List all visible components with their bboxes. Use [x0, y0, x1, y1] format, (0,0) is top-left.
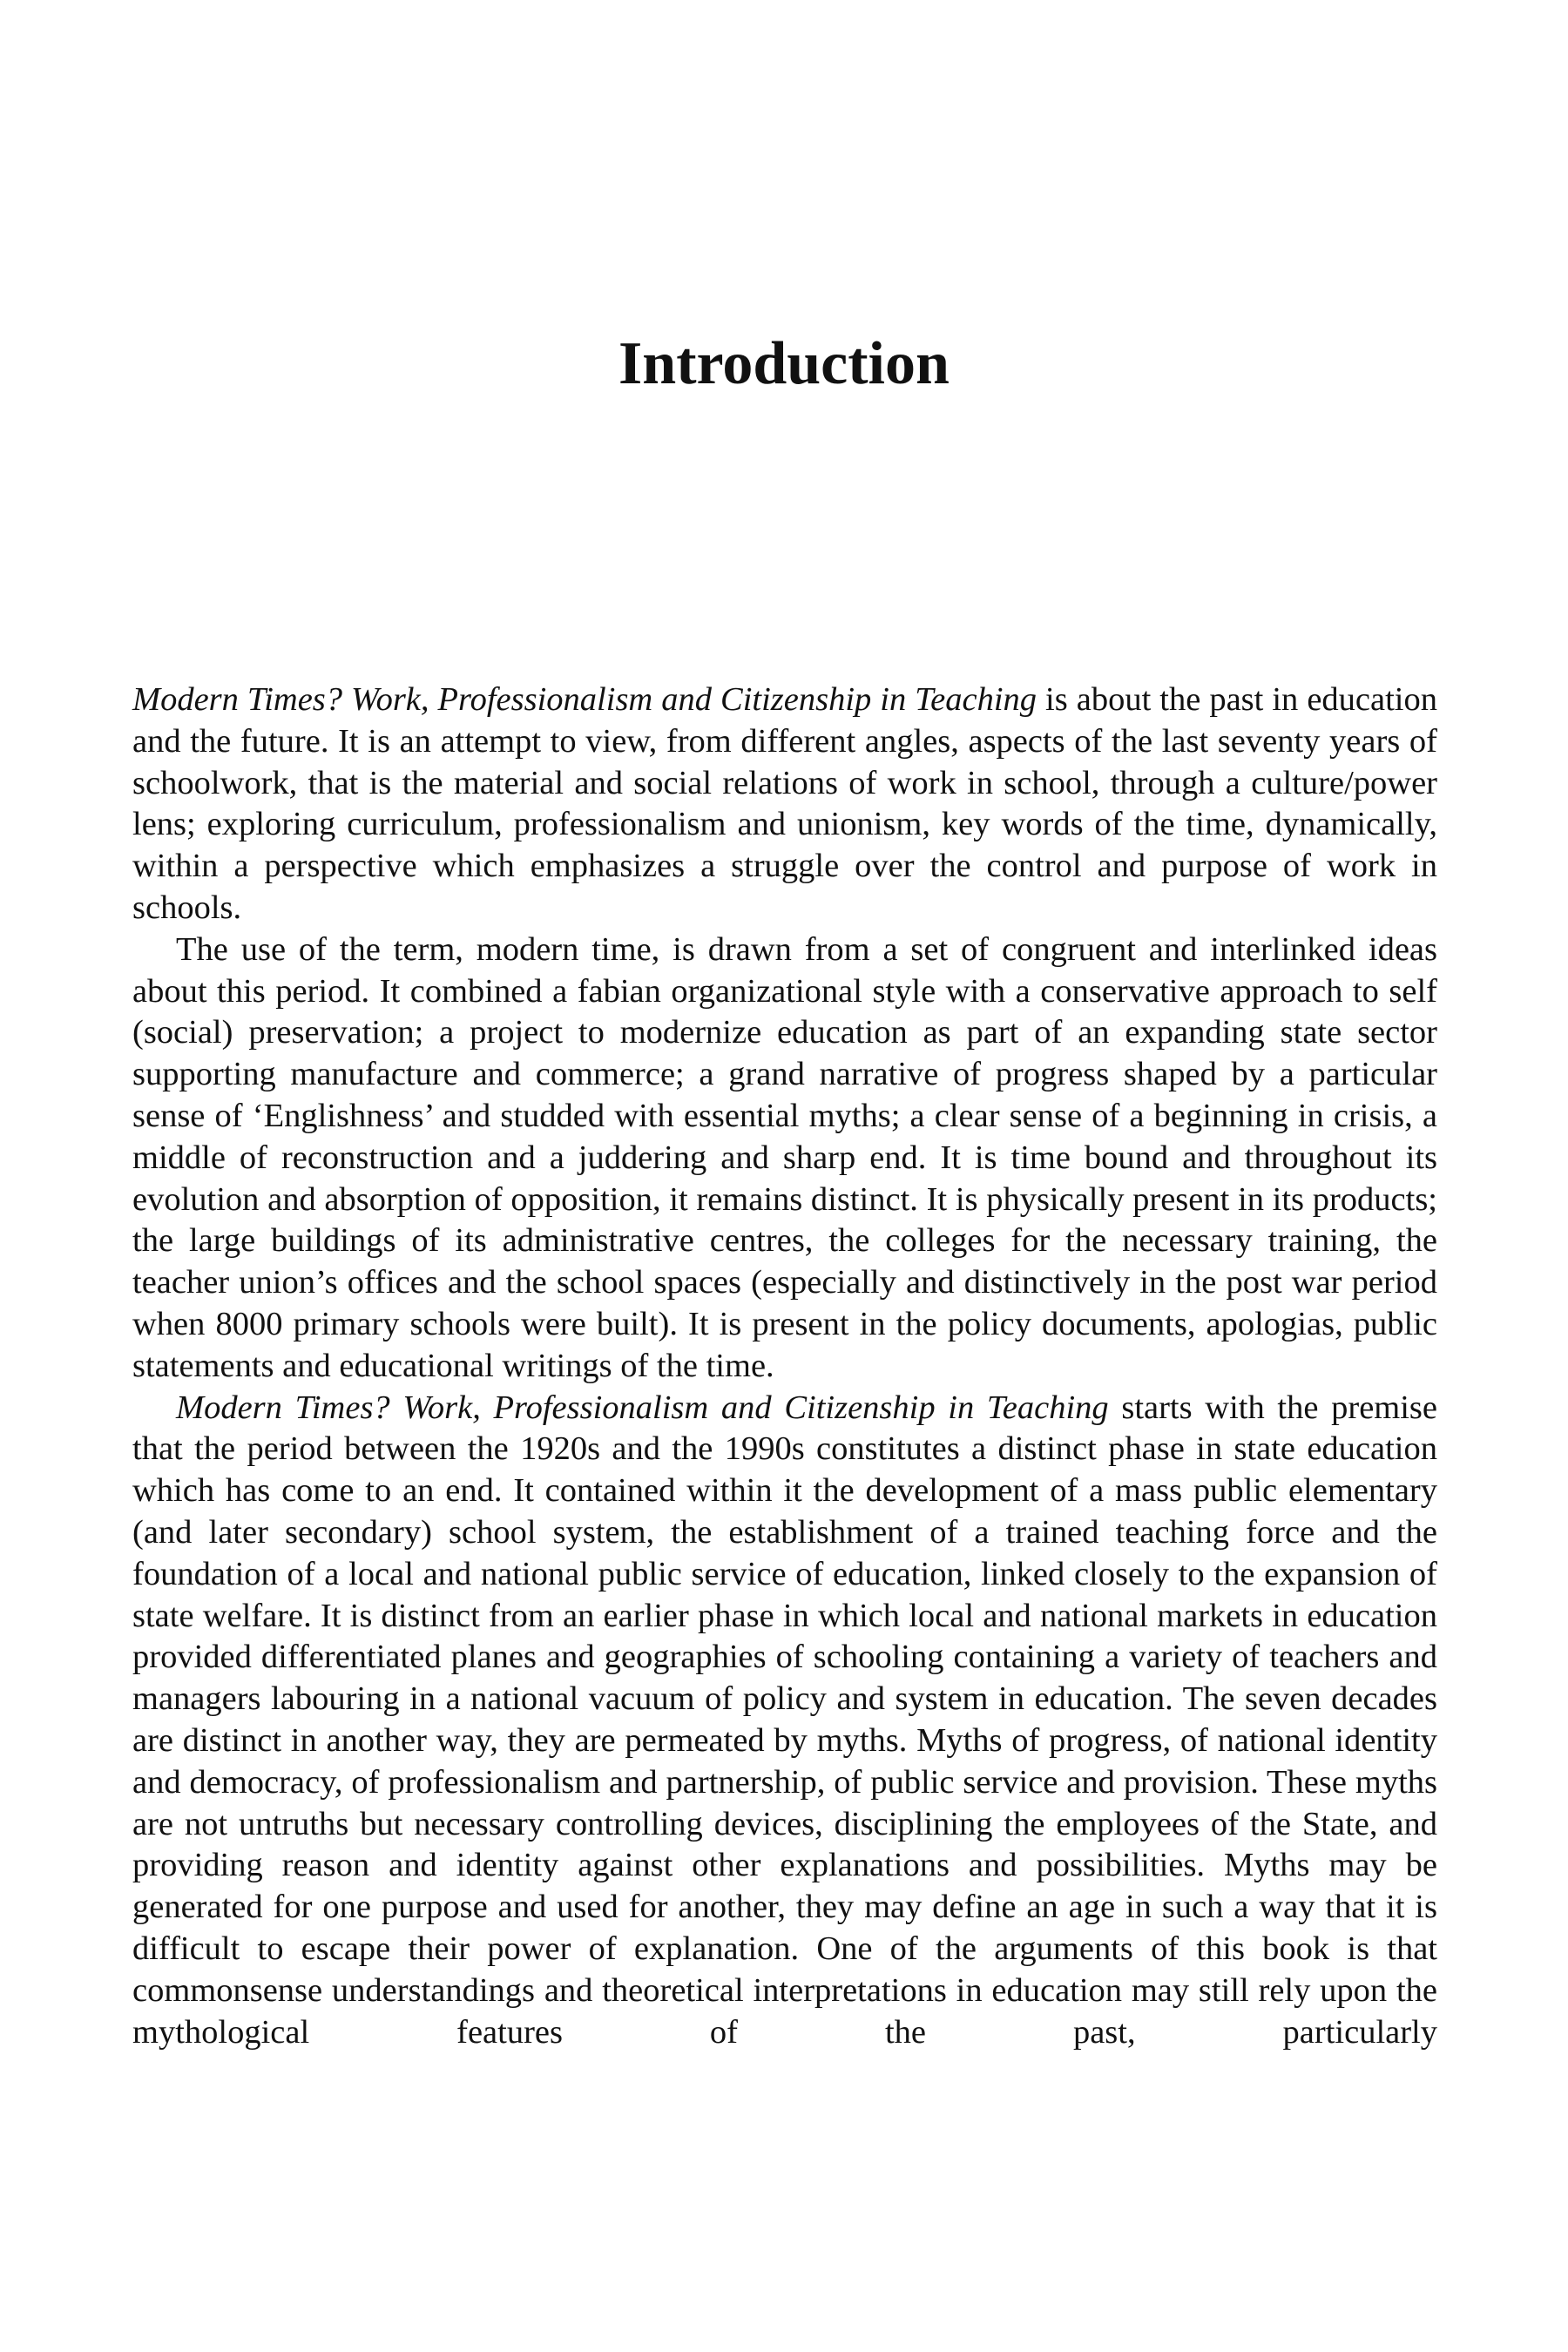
paragraph-text: The use of the term, modern time, is drawn from a set of congruent and interlinked ideas about this period. It combined a fabian organizational style with a conservative approach to self (social) preservation; a project to modernize education as part of an expanding state sector supporting manufacture and commerce; a grand narrative of progress shaped by a particular sense of ‘Englishness’ and studded with essential myths; a clear sense of a beginning in crisis, a middle of reconstruction and a juddering and sharp end. It is time bound and throughout its evolution and absorption of opposition, it remains distinct. It is physically present in its products; the large buildings of its administrative centres, the colleges for the necessary training, the teacher union’s offices and the school spaces (especially and distinctively in the post war period when 8000 primary schools were built). It is present in the policy documents, apologias, public statements and educational writings of the time.: [132, 930, 1437, 1384]
book-title-italic: Modern Times? Work, Professionalism and Citizenship in Teaching: [132, 681, 1037, 718]
paragraph-text: is about the past in education and the future. It is an attempt to view, from different angles, aspects of the last seventy years of schoolwork, that is the material and social relations of work in school, through a culture/power lens; exploring curriculum, professionalism and unionism, key words of the time, dynamically, within a perspective which emphasizes a struggle over the control and purpose of work in schools.: [132, 681, 1437, 926]
paragraph-1: [132, 679, 1437, 929]
paragraph-text: starts with the premise that the period between the 1920s and the 1990s constitutes a distinct phase in state education which has come to an end. It contained within it the development of a mass public elementary (and later secondary) school system, the establishment of a trained teaching force and the foundation of a local and national public service of education, linked closely to the expansion of state welfare. It is distinct from an earlier phase in which local and national markets in education provided differentiated planes and geographies of schooling containing a variety of teachers and managers labouring in a national vacuum of policy and system in education. The seven decades are distinct in another way, they are permeated by myths. Myths of progress, of national identity and democracy, of professionalism and partnership, of public service and provision. These myths are not untruths but necessary controlling devices, disciplining the employees of the State, and providing reason and identity against other explanations and possibilities. Myths may be generated for one purpose and used for another, they may define an age in such a way that it is difficult to escape their power of explanation. One of the arguments of this book is that commonsense understandings and theoretical interpretations in education may still rely upon the mythological features of the past, particularly: [132, 1389, 1437, 2051]
paragraph-2: [132, 929, 1437, 1388]
book-title-italic: Modern Times? Work, Professionalism and Citizenship in Teaching: [176, 1389, 1109, 1426]
chapter-title: Introduction: [618, 330, 950, 397]
body-text: [132, 679, 1437, 2053]
paragraph-3: [132, 1388, 1437, 2054]
